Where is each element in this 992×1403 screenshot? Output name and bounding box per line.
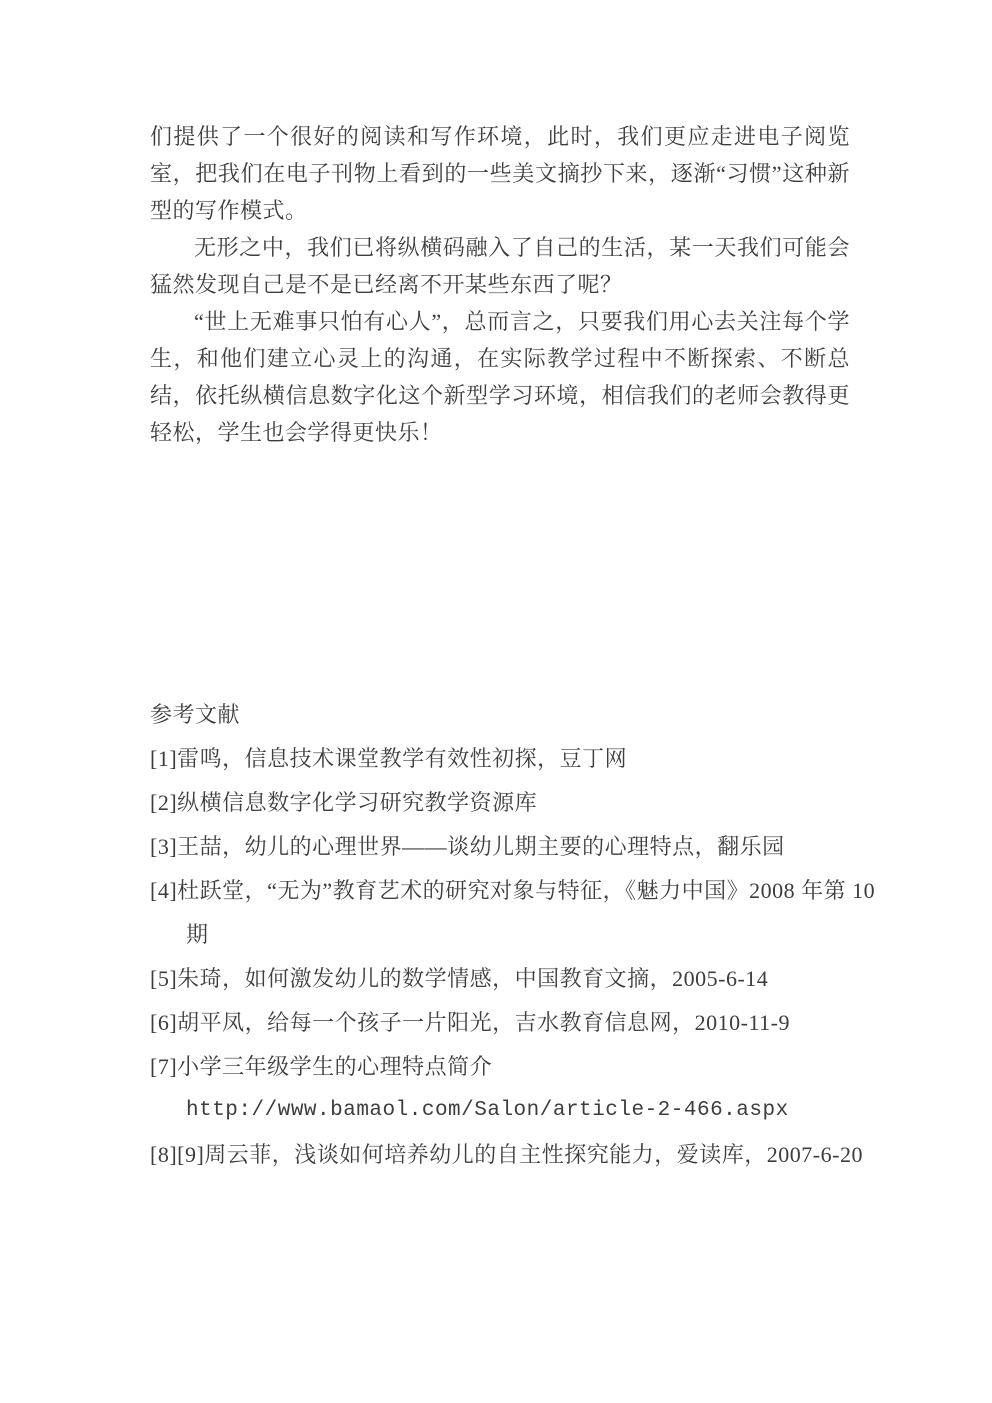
reference-item: [1]雷鸣，信息技术课堂教学有效性初探，豆丁网 [150, 746, 628, 771]
reference-item: [7]小学三年级学生的心理特点简介 [150, 1054, 493, 1079]
body-paragraph: 无形之中，我们已将纵横码融入了自己的生活，某一天我们可能会猛然发现自己是不是已经离不开某些东西了呢？ [150, 235, 850, 297]
body-text-block [150, 118, 850, 451]
references-heading: 参考文献 [150, 702, 241, 727]
body-paragraph: “世上无难事只怕有心人”，总而言之，只要我们用心去关注每个学生，和他们建立心灵上的沟通，在实际教学过程中不断探索、不断总结，依托纵横信息数字化这个新型学习环境，相信我们的老师会教得更轻松，学生也会学得更快乐！ [150, 309, 850, 445]
reference-item: [5]朱琦，如何激发幼儿的数学情感，中国教育文摘，2005-6-14 [150, 966, 769, 991]
reference-url: http://www.bamaol.com/Salon/article-2-466.aspx [186, 1099, 789, 1122]
reference-item: [3]王喆，幼儿的心理世界——谈幼儿期主要的心理特点，翻乐园 [150, 834, 785, 859]
reference-item: [8][9]周云菲，浅谈如何培养幼儿的自主性探究能力，爱读库，2007-6-20 [150, 1142, 863, 1167]
reference-item-continuation: 期 [186, 922, 209, 947]
document-content [150, 118, 876, 1177]
body-paragraph: 们提供了一个很好的阅读和写作环境，此时，我们更应走进电子阅览室，把我们在电子刊物上看到的一些美文摘抄下来，逐渐“习惯”这种新型的写作模式。 [150, 124, 850, 223]
reference-item: [6]胡平凤，给每一个孩子一片阳光，吉水教育信息网，2010-11-9 [150, 1010, 790, 1035]
reference-item: [2]纵横信息数字化学习研究教学资源库 [150, 790, 538, 815]
reference-item: [4]杜跃堂，“无为”教育艺术的研究对象与特征，《魅力中国》2008 年第 10 [150, 878, 876, 903]
references-section [150, 693, 876, 1177]
